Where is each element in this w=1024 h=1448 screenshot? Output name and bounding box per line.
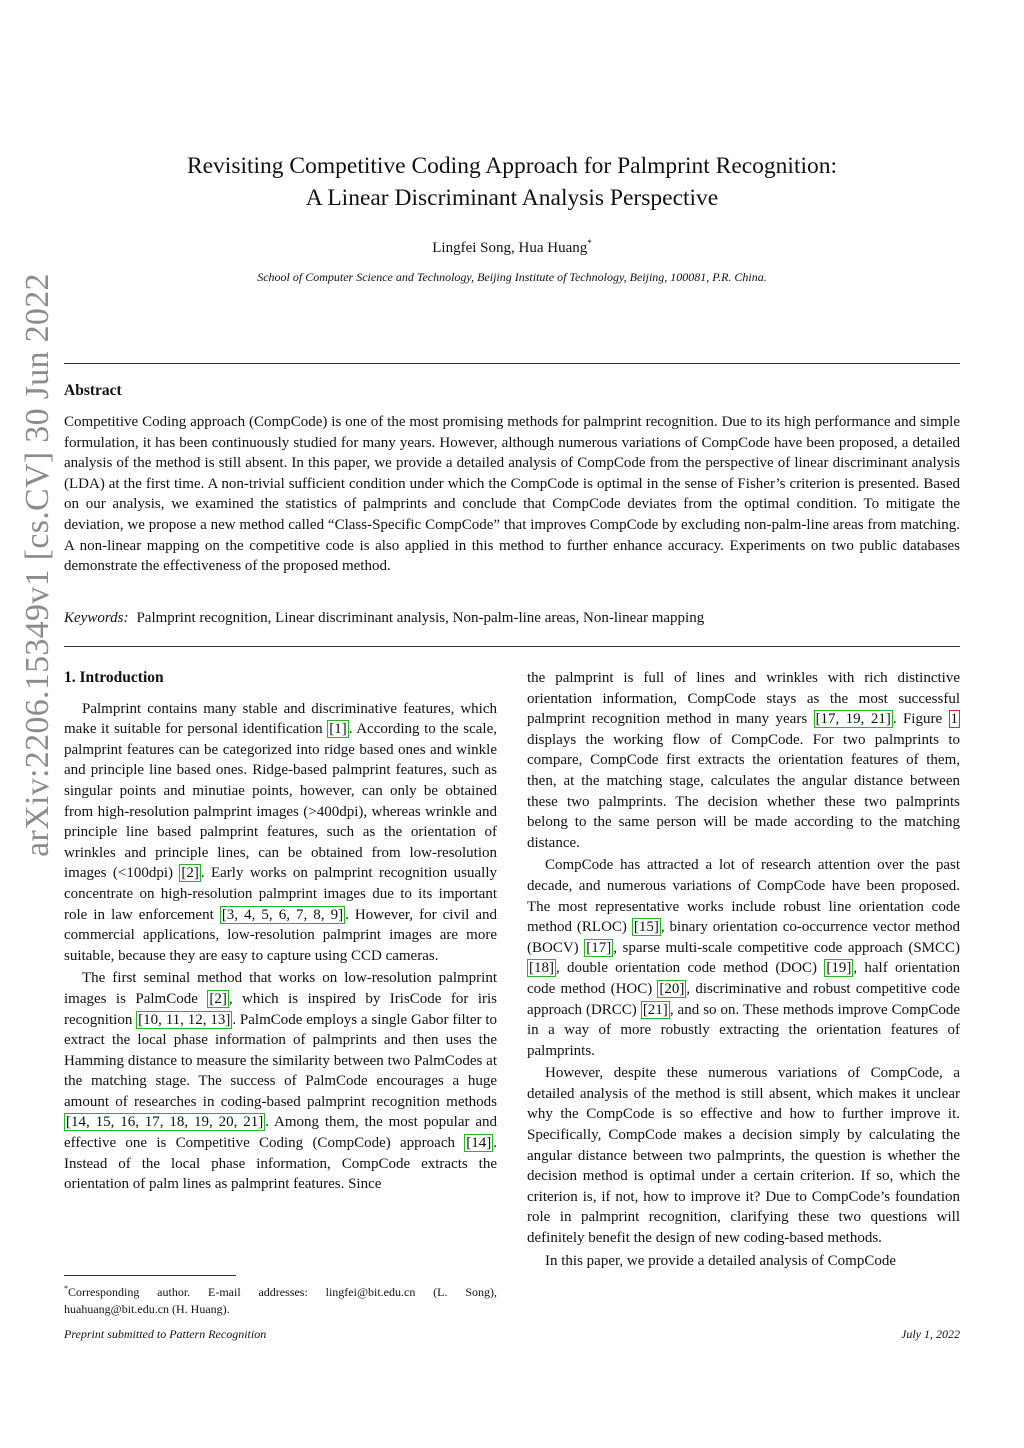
citation-link[interactable]: [14]: [466, 1135, 492, 1152]
affiliation: School of Computer Science and Technology, Beijing Institute of Technology, Beijing, 100081, P.R. China.: [257, 270, 767, 284]
footnote-rule: [64, 1275, 236, 1276]
citation-link[interactable]: [19]: [826, 960, 852, 977]
citation-link[interactable]: [3, 4, 5, 6, 7, 8, 9]: [221, 906, 344, 923]
abstract-heading: Abstract: [64, 382, 122, 399]
keywords-text: Palmprint recognition, Linear discriminant analysis, Non-palm-line areas, Non-linear mapping: [136, 610, 705, 626]
citation-link[interactable]: [1]: [329, 721, 347, 738]
figure-link[interactable]: 1: [950, 711, 958, 728]
citation-link[interactable]: [2]: [181, 865, 199, 882]
section-heading-introduction: 1. Introduction: [64, 669, 164, 686]
paper-title: [0, 150, 1024, 214]
citation-link[interactable]: [20]: [659, 980, 685, 997]
author-names: Lingfei Song, Hua Huang: [432, 240, 588, 256]
footer-date: July 1, 2022: [901, 1327, 960, 1341]
intro-paragraph-6: In this paper, we provide a detailed analysis of CompCode: [545, 1252, 896, 1269]
intro-paragraph-1: Palmprint contains many stable and discriminative features, which make it suitable for personal identification [1] . According to the scale, palmprint features can be categorized into ridge based ones and winkle and principle line based ones. Ridge-based palmprint features, such as singular points and minutiae points, however, can only be obtained from high-resolution palmprint images (>400dpi), whereas wrinkle and principle line based palmprint features, such as the orientation of wrinkles and principle lines, can be obtained from low-resolution images (<100dpi) [2] . Early works on palmprint recognition usually concentrate on high-resolution palmprint images due to its important role in law enforcement [3, 4, 5, 6, 7, 8, 9] . However, for civil and commercial applications, low-resolution palmprint images are more suitable, because they are easy to capture using CCD cameras.: [64, 700, 497, 964]
citation-link[interactable]: [17, 19, 21]: [815, 711, 891, 728]
footnote-mark: *: [64, 1284, 68, 1293]
arxiv-identifier: arXiv:2206.15349v1 [cs.CV] 30 Jun 2022: [19, 273, 56, 857]
author-footnote-mark: *: [587, 238, 592, 248]
keywords: [64, 610, 960, 627]
left-column: [64, 668, 497, 1197]
abstract-body: Competitive Coding approach (CompCode) is one of the most promising methods for palmprint recognition. Due to its high performance and simple formulation, it has been continuously studied for many years. However, although numerous variations of CompCode have been proposed, a detailed analysis of the method is still absent. In this paper, we provide a detailed analysis of CompCode from the perspective of linear discriminant analysis (LDA) at the first time. A non-trivial sufficient condition under which the CompCode is optimal in the sense of Fisher’s criterion is presented. Based on our analysis, we examined the statistics of palmprints and conclude that CompCode deviates from the optimal condition. To mitigate the deviation, we propose a new method called “Class-Specific CompCode” that improves CompCode by excluding non-palm-line areas from matching. A non-linear mapping on the competitive code is also applied in this method to further enhance accuracy. Experiments on two public databases demonstrate the effectiveness of the proposed method.: [64, 414, 960, 575]
citation-link[interactable]: [21]: [642, 1001, 668, 1018]
intro-paragraph-2: The first seminal method that works on low-resolution palmprint images is PalmCode [2] , which is inspired by IrisCode for iris recognition [10, 11, 12, 13] . PalmCode employs a single Gabor filter to extract the local phase information of palmprints and then uses the Hamming distance to measure the similarity between two PalmCodes at the matching stage. The success of PalmCode encourages a huge amount of researches in coding-based palmprint recognition methods [14, 15, 16, 17, 18, 19, 20, 21] . Among them, the most popular and effective one is Competitive Coding (CompCode) approach [14] . Instead of the local phase information, CompCode extracts the orientation of palm lines as palmprint features. Since: [64, 970, 498, 1193]
citation-link[interactable]: [10, 11, 12, 13]: [138, 1011, 231, 1028]
authors: [0, 238, 1024, 257]
top-rule: [64, 363, 960, 364]
keywords-label: Keywords:: [64, 610, 129, 626]
intro-paragraph-3: the palmprint is full of lines and wrinkles with rich distinctive orientation information, CompCode stays as the most successful palmprint recognition method in many years [17, 19, 21] . Figure 1 displays the working flow of CompCode. For two palmprints to compare, CompCode first extracts the orientation features of them, then, at the matching stage, calculates the angular distance between these two palmprints. The decision whether these two palmprints belong to the same person will be made according to the matching distance.: [527, 670, 960, 851]
right-column: [527, 668, 960, 1273]
citation-link[interactable]: [18]: [529, 960, 554, 977]
citation-link[interactable]: [15]: [633, 919, 659, 936]
citation-link[interactable]: [17]: [586, 939, 612, 956]
citation-link[interactable]: [2]: [209, 990, 227, 1007]
abstract-bottom-rule: [64, 646, 960, 647]
footer-preprint-note: Preprint submitted to Pattern Recognition: [64, 1327, 267, 1341]
title-line-1: Revisiting Competitive Coding Approach for Palmprint Recognition:: [186, 153, 838, 179]
intro-paragraph-4: CompCode has attracted a lot of research attention over the past decade, and numerous variations of CompCode have been proposed. The most representative works include robust line orientation code method (RLOC) [15] , binary orientation co-occurrence vector method (BOCV) [17] , sparse multi-scale competitive code approach (SMCC) [18] , double orientation code method (DOC) [19] , half orientation code method (HOC) [20] , discriminative and robust competitive code approach (DRCC) [21] , and so on. These methods improve CompCode in a way of more robustly extracting the orientation features of palmprints.: [527, 857, 961, 1059]
citation-link[interactable]: [14, 15, 16, 17, 18, 19, 20, 21]: [66, 1114, 264, 1131]
title-line-2: A Linear Discriminant Analysis Perspective: [305, 185, 719, 211]
footnote: [64, 1280, 497, 1318]
intro-paragraph-5: However, despite these numerous variations of CompCode, a detailed analysis of the method is still absent, which makes it unclear why the CompCode is so effective and how to further improve it. Specifically, CompCode makes a decision simply by calculating the angular distance between two palmprints, the question is whether the decision method is optimal under a certain criterion. If so, which the criterion is, if not, how to improve it? Due to CompCode’s foundation role in palmprint recognition, clarifying these two questions will definitely benefit the design of new coding-based methods.: [527, 1065, 960, 1247]
footnote-text: Corresponding author. E-mail addresses: lingfei@bit.edu.cn (L. Song), huahuang@bit.edu.cn (H. Huang).: [64, 1285, 497, 1316]
